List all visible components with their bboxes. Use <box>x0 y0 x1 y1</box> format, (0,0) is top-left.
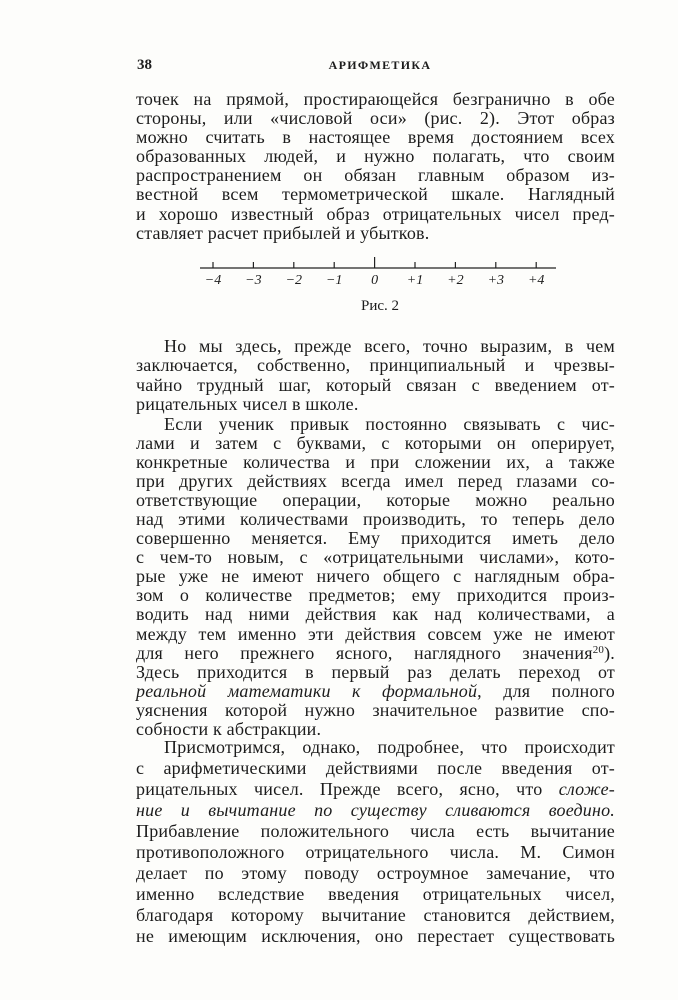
text-line <box>136 884 615 905</box>
text-line <box>136 548 615 567</box>
emphasized-text: ние и вычитание по существу сливаются воедино. <box>136 800 615 820</box>
text-line <box>136 185 615 204</box>
text-run: для него прежнего ясного, наглядного значения <box>136 642 593 663</box>
text-run: точек на прямой, простирающейся безгранично в обе <box>136 89 615 109</box>
text-run: именно вследствие введения отрицательных чисел, <box>136 884 615 904</box>
text-line <box>136 842 615 863</box>
number-line-label: +2 <box>447 273 464 288</box>
text-line <box>136 779 615 800</box>
text-run: и хорошо известный образ отрицательных чисел пред- <box>136 203 615 224</box>
text-line <box>136 737 615 758</box>
page-number: 38 <box>137 57 152 73</box>
text-run: собности к абстракции. <box>136 718 322 739</box>
text-run: ). <box>604 642 615 663</box>
text-run: Прибавление положительного числа есть вычитание <box>136 821 615 841</box>
paragraph <box>136 737 615 947</box>
text-line <box>136 356 615 375</box>
text-line <box>136 529 615 548</box>
text-run: рицательных чисел. Прежде всего, ясно, что <box>136 779 559 799</box>
text-line <box>136 510 615 529</box>
text-run: распространением он обязан главным образом из- <box>136 165 615 186</box>
text-line <box>136 90 615 109</box>
number-line-label: −2 <box>285 273 303 288</box>
text-run: Присмотримся, однако, подробнее, что происходит <box>164 737 615 757</box>
text-line <box>136 166 615 185</box>
number-line-label: +4 <box>527 273 545 288</box>
text-run: вестной всем термометрической шкале. Наглядный <box>136 184 615 205</box>
paragraph <box>136 415 615 739</box>
text-run: уяснения которой нужно значительное развитие спо- <box>136 699 615 720</box>
text-run: не имеющим исключения, оно перестает существовать <box>136 926 615 946</box>
paragraph-continued <box>136 90 615 243</box>
text-run: ставляет расчет прибылей и убытков. <box>136 222 430 243</box>
text-run: делает по этому поводу остроумное замечание, что <box>136 863 615 883</box>
number-line-label: −1 <box>325 273 343 288</box>
text-line <box>136 605 615 624</box>
emphasized-text: сложе- <box>558 779 615 799</box>
text-run: водить над ними действия как над количествами, а <box>136 604 615 625</box>
number-line-label: +1 <box>406 273 424 288</box>
text-line <box>136 567 615 586</box>
text-line <box>136 205 615 224</box>
text-line <box>136 701 615 720</box>
text-run: противоположного отрицательного числа. М. Симон <box>136 842 615 862</box>
emphasized-text: реальной математики к формальной <box>136 680 478 701</box>
text-line <box>136 109 615 128</box>
text-run: , для полного <box>477 680 616 701</box>
text-line <box>136 926 615 947</box>
text-line <box>136 376 615 395</box>
text-run: над этими количествами производить, то теперь дело <box>136 509 615 530</box>
text-run: Но мы здесь, прежде всего, точно выразим, в чем <box>164 336 615 356</box>
running-head-title: АРИФМЕТИКА <box>328 58 432 72</box>
text-run: с чем-то новым, с «отрицательными числами», кото- <box>136 547 615 568</box>
text-line <box>136 821 615 842</box>
text-line <box>136 415 615 434</box>
text-run: образованных людей, и нужно полагать, что своим <box>136 146 615 167</box>
text-line <box>136 682 615 701</box>
text-line <box>136 128 615 147</box>
text-line <box>136 663 615 682</box>
text-line <box>136 337 615 356</box>
footnote-reference: 20 <box>592 643 605 656</box>
text-run: благодаря которому вычитание становится действием, <box>136 905 615 925</box>
text-line <box>136 453 615 472</box>
text-run: лами и затем с буквами, с которыми он оперирует, <box>136 433 615 454</box>
paragraph <box>136 337 615 415</box>
text-line <box>136 491 615 510</box>
text-run: Здесь приходится в первый раз делать переход от <box>136 661 615 682</box>
text-run: зом о количестве предметов; ему приходится произ- <box>136 585 615 606</box>
text-run: рые уже не имеют ничего общего с наглядным обра- <box>136 566 615 587</box>
figure-caption: Рис. 2 <box>360 298 400 314</box>
text-line <box>136 472 615 491</box>
text-line <box>136 395 615 414</box>
text-line <box>136 586 615 605</box>
text-run: рицательных чисел в школе. <box>136 394 359 415</box>
number-line-label: 0 <box>371 273 379 288</box>
text-run: совершенно меняется. Ему приходится иметь дело <box>136 528 615 549</box>
text-line <box>136 905 615 926</box>
number-line-label: −4 <box>204 273 222 288</box>
text-line <box>136 720 615 739</box>
text-line <box>136 147 615 166</box>
number-line-figure <box>190 250 570 294</box>
text-run: между тем именно эти действия совсем уже не имеют <box>136 623 615 644</box>
text-run: чайно трудный шаг, который связан с введением от- <box>136 374 615 395</box>
text-line <box>136 434 615 453</box>
text-run: стороны, или «числовой оси» (рис. 2). Этот образ <box>136 108 615 129</box>
text-run: заключается, собственно, принципиальный и чрезвы- <box>136 355 615 376</box>
number-line-label: +3 <box>487 273 505 288</box>
text-line <box>136 800 615 821</box>
text-run: с арифметическими действиями после введения от- <box>136 758 615 778</box>
number-line-label: −3 <box>245 273 262 288</box>
text-run: Если ученик привык постоянно связывать с чис- <box>164 414 615 434</box>
text-line <box>136 758 615 779</box>
text-line <box>136 644 615 663</box>
text-run: ответствующие операции, которые можно реально <box>136 490 615 511</box>
text-run: можно считать в настоящее время достоянием всех <box>136 127 615 148</box>
text-line <box>136 625 615 644</box>
text-run: при других действиях всегда имел перед глазами со- <box>136 471 615 492</box>
text-line <box>136 224 615 243</box>
text-line <box>136 863 615 884</box>
text-run: конкретные количества и при сложении их, а также <box>136 452 615 473</box>
